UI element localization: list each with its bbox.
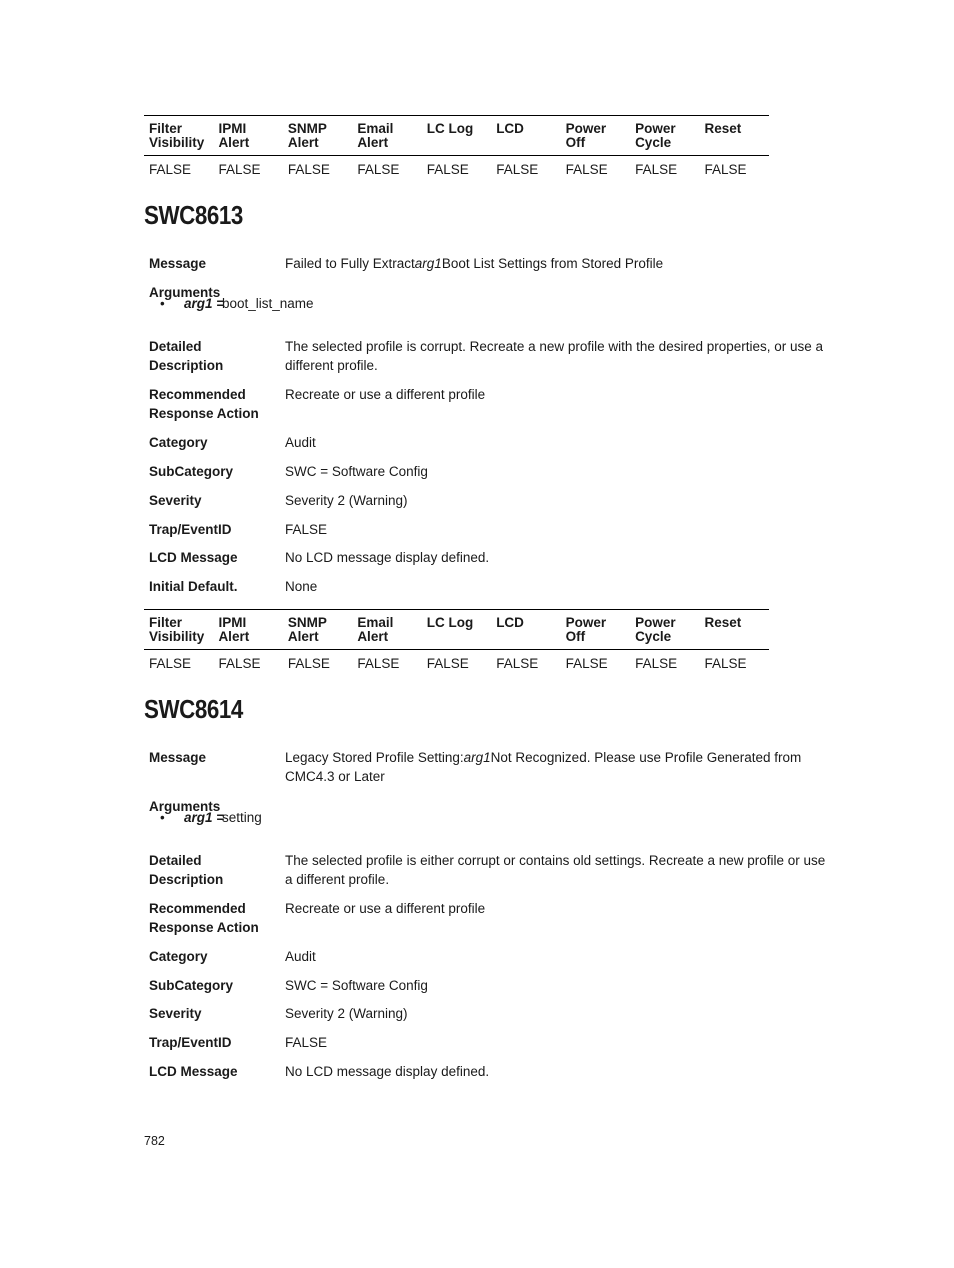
lcd-message-value: No LCD message display defined. bbox=[285, 1064, 490, 1079]
table-cell: FALSE bbox=[496, 656, 539, 671]
category-value: Audit bbox=[285, 435, 316, 450]
message-arg: arg1 bbox=[414, 256, 442, 271]
message-text-end: Boot List Settings from Stored Profile bbox=[441, 256, 664, 271]
table-cell: FALSE bbox=[635, 162, 678, 177]
message-text-start: Legacy Stored Profile Setting: bbox=[285, 750, 464, 765]
header-snmp-alert: SNMP Alert bbox=[283, 610, 352, 650]
table-cell: FALSE bbox=[357, 162, 400, 177]
argument-value: boot_list_name bbox=[222, 296, 314, 311]
severity-value: Severity 2 (Warning) bbox=[285, 493, 408, 508]
detailed-description-value: The selected profile is corrupt. Recreate a new profile with the desired properties, or use a different profile. bbox=[285, 339, 824, 373]
category-value: Audit bbox=[285, 949, 316, 964]
lcd-message-value: No LCD message display defined. bbox=[285, 550, 490, 565]
header-reset: Reset bbox=[700, 116, 770, 156]
header-email-alert: Email Alert bbox=[352, 116, 421, 156]
detailed-description-value: The selected profile is either corrupt or contains old settings. Recreate a new profile or use a different profile. bbox=[285, 853, 826, 887]
severity-label: Severity bbox=[149, 493, 202, 508]
table-cell: FALSE bbox=[149, 656, 192, 671]
lcd-message-label: LCD Message bbox=[149, 1064, 238, 1079]
table-row bbox=[144, 650, 769, 677]
message-arg: arg1 bbox=[463, 750, 491, 765]
argument-value: setting bbox=[222, 810, 262, 825]
message-label: Message bbox=[149, 256, 207, 271]
arguments-label: Arguments bbox=[149, 799, 221, 814]
argument-name: arg1 = bbox=[184, 296, 225, 311]
header-lc-log: LC Log bbox=[422, 610, 491, 650]
header-snmp-alert: SNMP Alert bbox=[283, 116, 352, 156]
trap-eventid-label: Trap/EventID bbox=[149, 522, 232, 537]
message-text-start: Failed to Fully Extract bbox=[285, 256, 415, 271]
category-label: Category bbox=[149, 435, 208, 450]
table-header-row bbox=[144, 610, 769, 650]
header-reset: Reset bbox=[700, 610, 770, 650]
table-cell: FALSE bbox=[565, 162, 608, 177]
header-ipmi-alert: IPMI Alert bbox=[213, 116, 282, 156]
bullet: • bbox=[160, 296, 165, 311]
trap-eventid-value: FALSE bbox=[285, 522, 328, 537]
table-cell: FALSE bbox=[357, 656, 400, 671]
detailed-description-label: Detailed Description bbox=[149, 339, 224, 373]
header-power-cycle: Power Cycle bbox=[630, 116, 699, 156]
header-filter-visibility: Filter Visibility bbox=[144, 116, 213, 156]
subcategory-value: SWC = Software Config bbox=[285, 464, 428, 479]
table-cell: FALSE bbox=[635, 656, 678, 671]
filter-table-swc8613 bbox=[144, 609, 769, 676]
argument-name: arg1 = bbox=[184, 810, 225, 825]
severity-label: Severity bbox=[149, 1006, 202, 1021]
bullet: • bbox=[160, 810, 165, 825]
filter-table-top bbox=[144, 115, 769, 182]
message-text-end: Not Recognized. Please use Profile Generated from CMC4.3 or Later bbox=[285, 750, 802, 784]
table-cell: FALSE bbox=[287, 162, 330, 177]
table-cell: FALSE bbox=[426, 162, 469, 177]
initial-default-value: None bbox=[285, 579, 318, 594]
category-label: Category bbox=[149, 949, 208, 964]
page-number: 782 bbox=[144, 1134, 165, 1148]
table-cell: FALSE bbox=[565, 656, 608, 671]
subcategory-label: SubCategory bbox=[149, 978, 234, 993]
recommended-action-label: Recommended Response Action bbox=[149, 901, 259, 935]
table-header-row bbox=[144, 116, 769, 156]
table-cell: FALSE bbox=[704, 162, 747, 177]
trap-eventid-value: FALSE bbox=[285, 1035, 328, 1050]
initial-default-label: Initial Default. bbox=[149, 579, 238, 594]
trap-eventid-label: Trap/EventID bbox=[149, 1035, 232, 1050]
severity-value: Severity 2 (Warning) bbox=[285, 1006, 408, 1021]
header-power-cycle: Power Cycle bbox=[630, 610, 699, 650]
table-cell: FALSE bbox=[704, 656, 747, 671]
table-row bbox=[144, 156, 769, 183]
header-filter-visibility: Filter Visibility bbox=[144, 610, 213, 650]
recommended-action-value: Recreate or use a different profile bbox=[285, 387, 486, 402]
header-lcd: LCD bbox=[491, 610, 560, 650]
table-cell: FALSE bbox=[496, 162, 539, 177]
subcategory-value: SWC = Software Config bbox=[285, 978, 428, 993]
header-lc-log: LC Log bbox=[422, 116, 491, 156]
detailed-description-label: Detailed Description bbox=[149, 853, 224, 887]
header-lcd: LCD bbox=[491, 116, 560, 156]
subcategory-label: SubCategory bbox=[149, 464, 234, 479]
table-cell: FALSE bbox=[426, 656, 469, 671]
table-cell: FALSE bbox=[218, 162, 261, 177]
recommended-action-value: Recreate or use a different profile bbox=[285, 901, 486, 916]
table-cell: FALSE bbox=[218, 656, 261, 671]
section-title-swc8614: SWC8614 bbox=[144, 694, 243, 724]
message-value bbox=[285, 254, 831, 273]
header-power-off: Power Off bbox=[561, 610, 630, 650]
message-value bbox=[285, 748, 831, 786]
recommended-action-label: Recommended Response Action bbox=[149, 387, 259, 421]
header-ipmi-alert: IPMI Alert bbox=[213, 610, 282, 650]
lcd-message-label: LCD Message bbox=[149, 550, 238, 565]
section-title-swc8613: SWC8613 bbox=[144, 200, 243, 230]
header-email-alert: Email Alert bbox=[352, 610, 421, 650]
arguments-label: Arguments bbox=[149, 285, 221, 300]
message-label: Message bbox=[149, 750, 207, 765]
header-power-off: Power Off bbox=[561, 116, 630, 156]
table-cell: FALSE bbox=[149, 162, 192, 177]
table-cell: FALSE bbox=[287, 656, 330, 671]
